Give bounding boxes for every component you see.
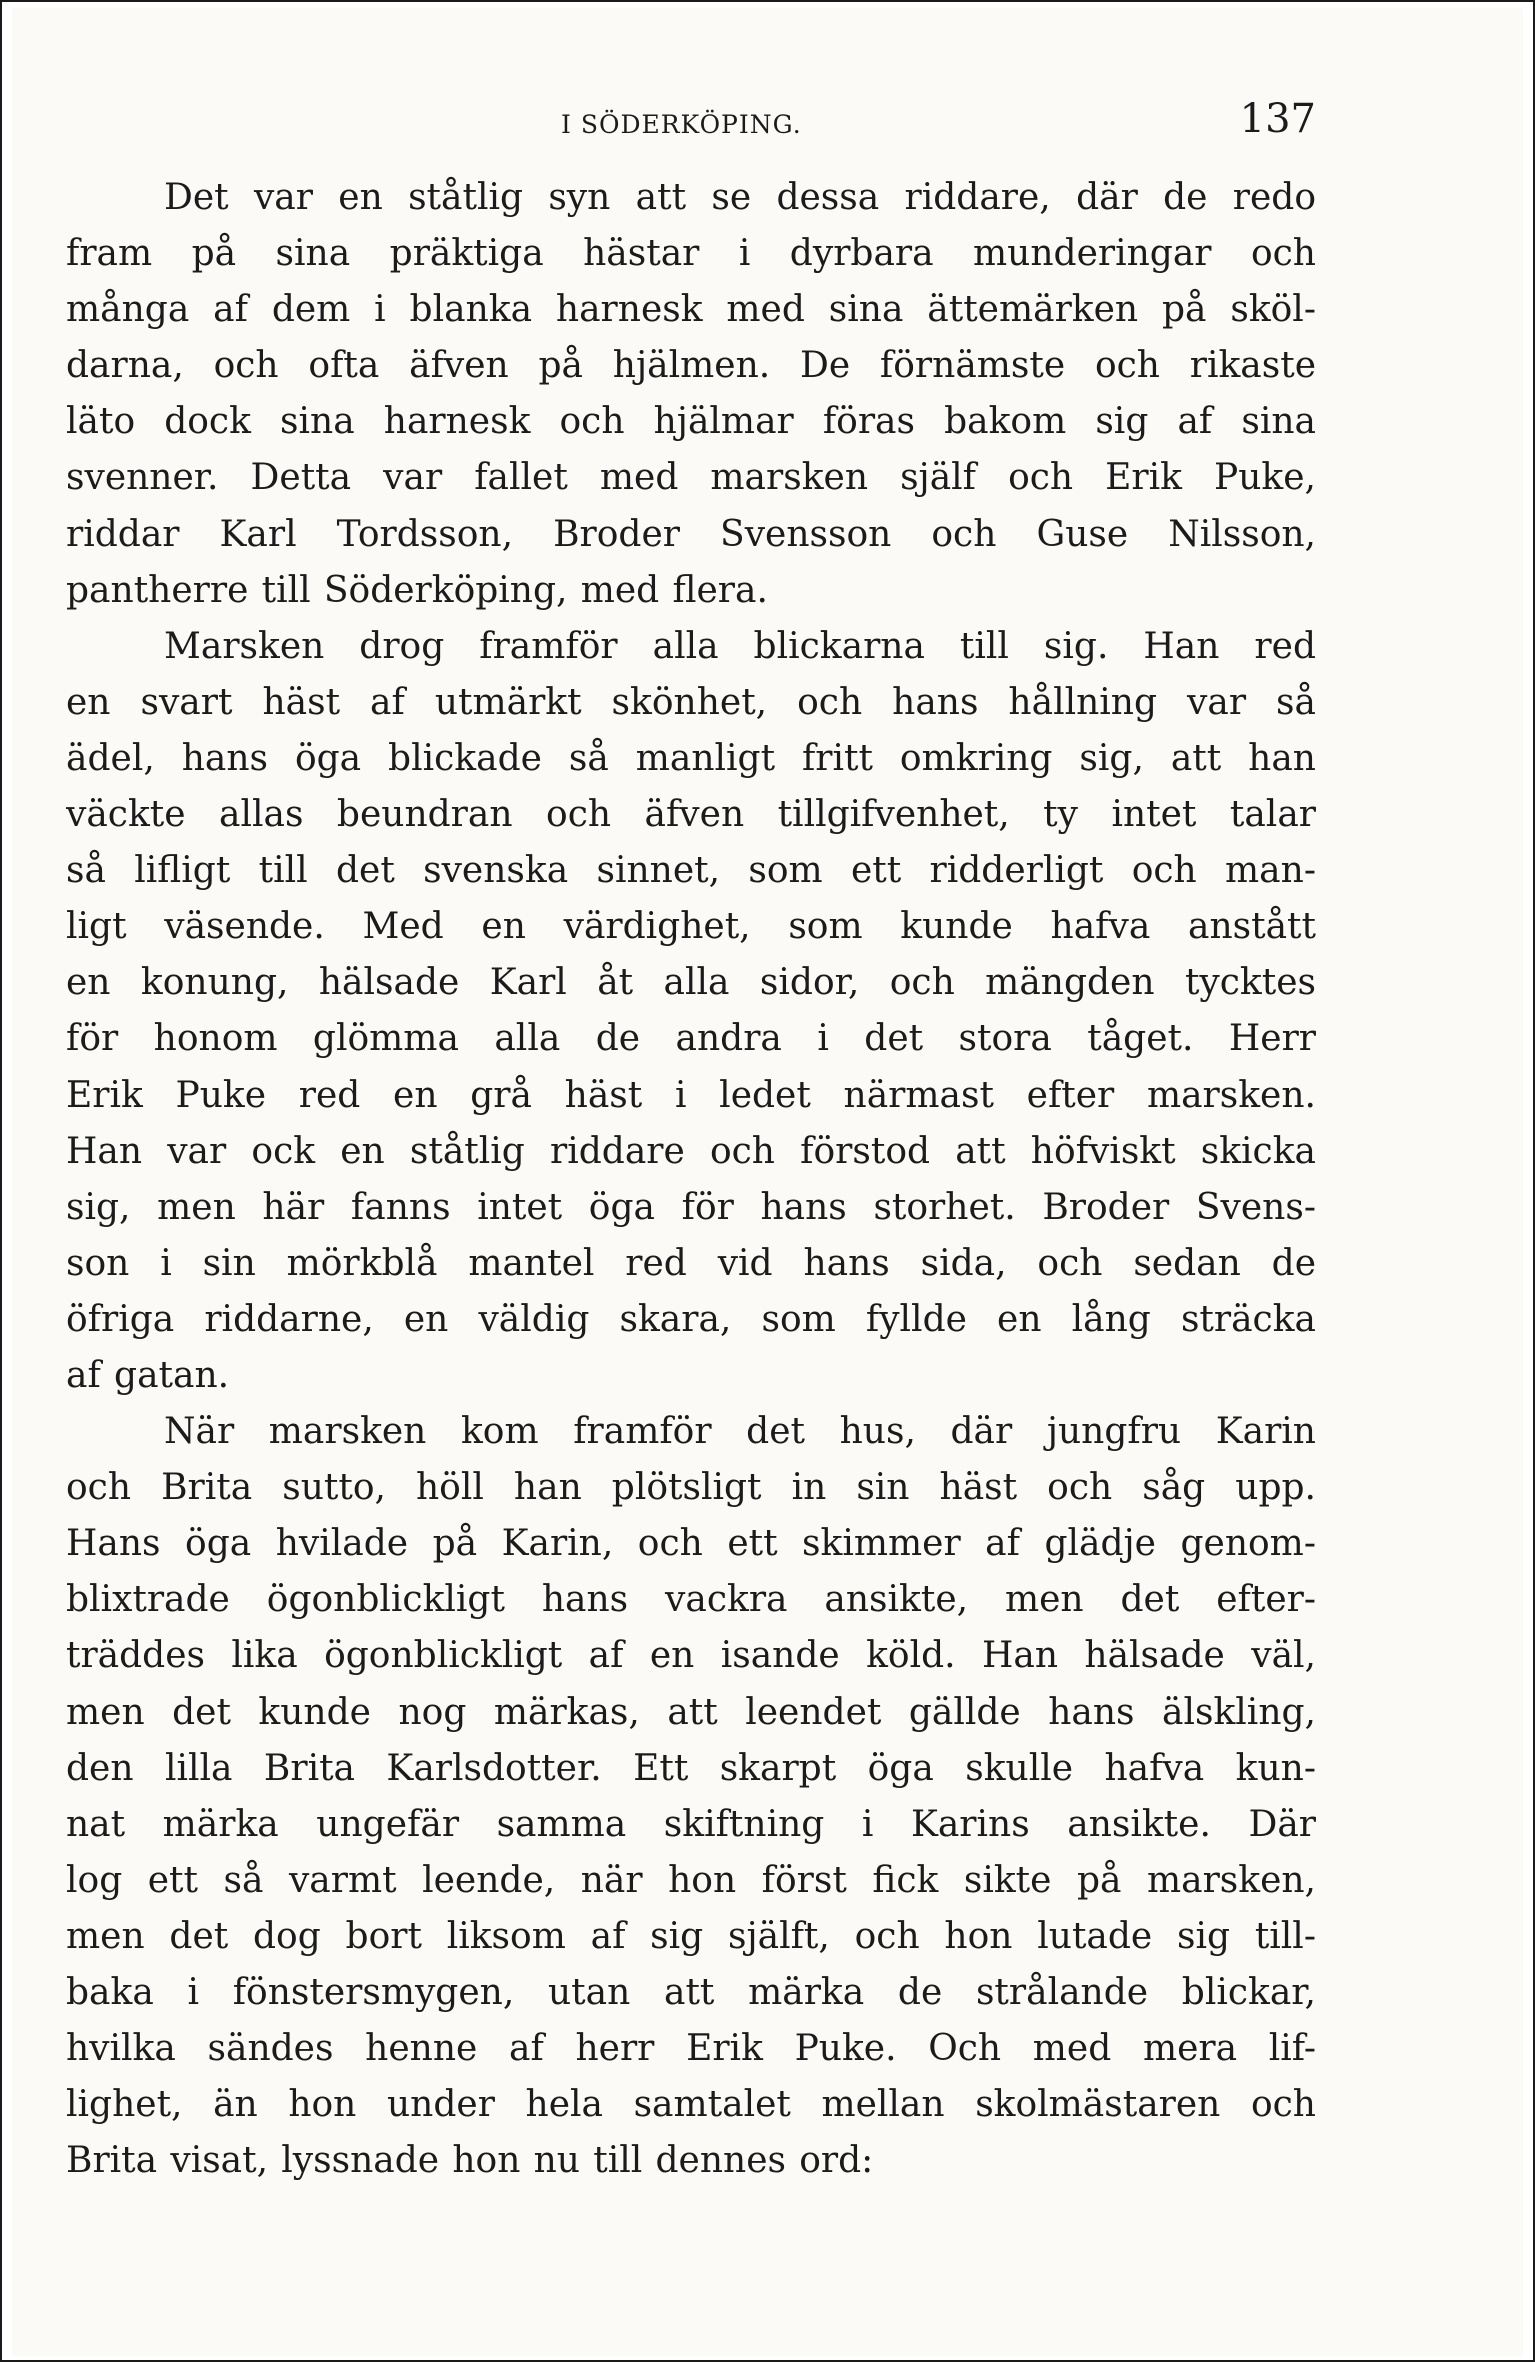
text-line: fram på sina präktiga hästar i dyrbara munderingar och	[66, 233, 1316, 275]
text-line: många af dem i blanka harnesk med sina ättemärken på sköl-	[66, 289, 1316, 331]
text-line: lighet, än hon under hela samtalet mellan skolmästaren och	[66, 2084, 1316, 2126]
text-line: men det dog bort liksom af sig själft, och hon lutade sig till-	[66, 1915, 1316, 1957]
text-line: ädel, hans öga blickade så manligt fritt omkring sig, att han	[66, 737, 1316, 779]
text-line: för honom glömma alla de andra i det stora tåget. Herr	[66, 1018, 1316, 1060]
page-sheet	[12, 8, 1523, 2356]
text-line: Han var ock en ståtlig riddare och förstod att höfviskt skicka	[66, 1130, 1316, 1172]
text-line: en svart häst af utmärkt skönhet, och hans hållning var så	[66, 681, 1316, 723]
text-line: baka i fönstersmygen, utan att märka de strålande blickar,	[66, 1972, 1316, 2013]
text-line: en konung, hälsade Karl åt alla sidor, och mängden tycktes	[66, 962, 1316, 1004]
text-line: När marsken kom framför det hus, där jungfru Karin	[164, 1411, 1316, 1453]
text-line: nat märka ungefär samma skiftning i Karins ansikte. Där	[66, 1803, 1316, 1845]
text-line: den lilla Brita Karlsdotter. Ett skarpt öga skulle hafva kun-	[66, 1747, 1316, 1789]
text-line: sig, men här fanns intet öga för hans storhet. Broder Svens-	[66, 1186, 1316, 1228]
text-line: Erik Puke red en grå häst i ledet närmast efter marsken.	[66, 1074, 1316, 1116]
text-line: Det var en ståtlig syn att se dessa riddare, där de redo	[164, 177, 1316, 218]
page-header	[66, 96, 1316, 156]
text-line: väckte allas beundran och äfven tillgifvenhet, ty intet talar	[66, 794, 1316, 836]
text-line: ligt väsende. Med en värdighet, som kunde hafva anstått	[66, 906, 1316, 948]
text-line: hvilka sändes henne af herr Erik Puke. Och med mera lif-	[66, 2028, 1316, 2070]
text-line: och Brita sutto, höll han plötsligt in sin häst och såg upp.	[66, 1467, 1316, 1509]
text-line: Marsken drog framför alla blickarna till sig. Han red	[164, 625, 1316, 667]
text-line: träddes lika ögonblickligt af en isande köld. Han hälsade väl,	[66, 1635, 1316, 1677]
running-head: I SÖDERKÖPING.	[561, 110, 802, 139]
text-line: son i sin mörkblå mantel red vid hans sida, och sedan de	[66, 1242, 1316, 1284]
page-number: 137	[1239, 96, 1316, 142]
text-line: Hans öga hvilade på Karin, och ett skimmer af glädje genom-	[66, 1523, 1316, 1565]
text-line: svenner. Detta var fallet med marsken själf och Erik Puke,	[66, 457, 1316, 499]
text-line: öfriga riddarne, en väldig skara, som fyllde en lång sträcka	[66, 1298, 1316, 1340]
body-text	[66, 170, 1316, 2189]
text-line: darna, och ofta äfven på hjälmen. De förnämste och rikaste	[66, 345, 1316, 387]
text-line: pantherre till Söderköping, med flera.	[66, 569, 768, 611]
text-line: blixtrade ögonblickligt hans vackra ansikte, men det efter-	[66, 1579, 1316, 1621]
text-line: så lifligt till det svenska sinnet, som ett ridderligt och man-	[66, 850, 1316, 892]
text-line: riddar Karl Tordsson, Broder Svensson och Guse Nilsson,	[66, 513, 1316, 555]
text-line: af gatan.	[66, 1354, 230, 1396]
text-line: log ett så varmt leende, när hon först fick sikte på marsken,	[66, 1859, 1316, 1901]
text-line: Brita visat, lyssnade hon nu till dennes ord:	[66, 2140, 874, 2182]
text-line: läto dock sina harnesk och hjälmar föras bakom sig af sina	[66, 401, 1316, 443]
text-line: men det kunde nog märkas, att leendet gällde hans älskling,	[66, 1691, 1316, 1733]
